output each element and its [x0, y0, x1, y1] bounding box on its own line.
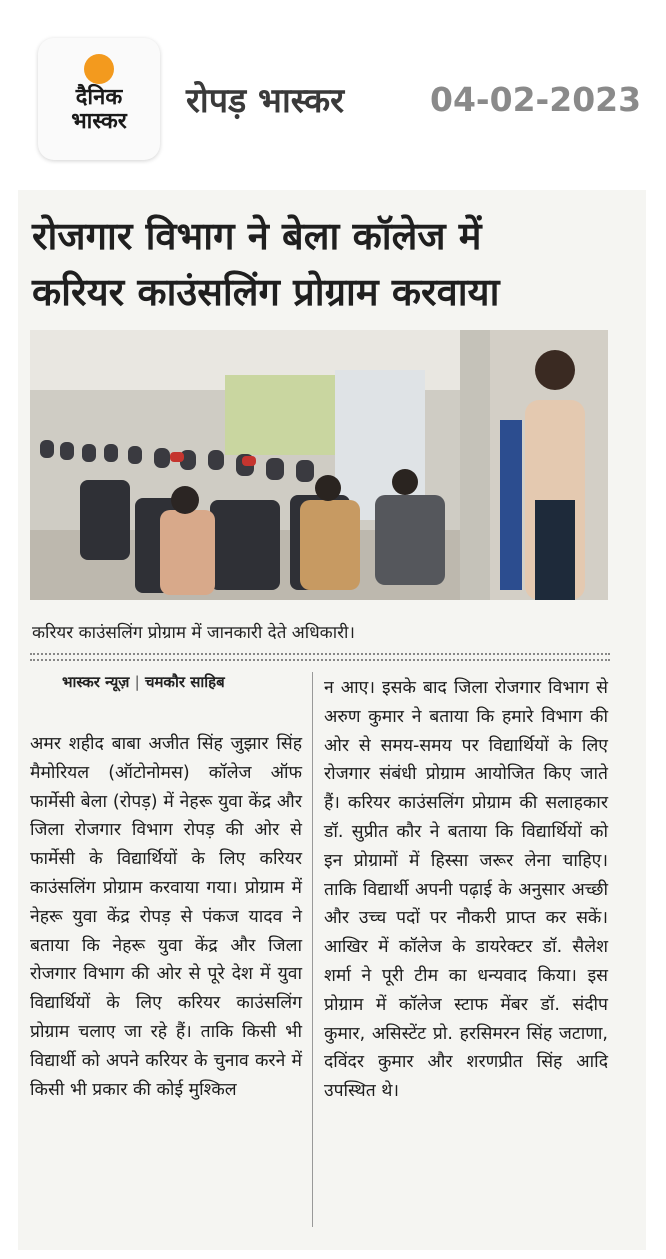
byline-source: भास्कर न्यूज़	[62, 673, 130, 691]
byline-place: चमकौर साहिब	[144, 673, 225, 691]
dotted-divider	[30, 653, 610, 655]
column-divider	[312, 672, 313, 1227]
byline	[62, 672, 302, 692]
sun-icon	[84, 54, 114, 84]
dotted-divider-2	[30, 659, 610, 661]
event-photo	[30, 330, 608, 600]
article-right-column: न आए। इसके बाद जिला रोजगार विभाग से अरुण कुमार ने बताया कि हमारे विभाग की ओर से समय-समय पर विद्यार्थियों के लिए रोजगार संबंधी प्रोग्राम आयोजित किए जाते हैं। करियर काउंसलिंग प्रोग्राम की सलाहकार डॉ. सुप्रीत कौर ने बताया कि विद्यार्थियों को इन प्रोग्रामों में हिस्सा जरूर लेना चाहिए। ताकि विद्यार्थी अपनी पढ़ाई के अनुसार अच्छी और उच्च पदों पर नौकरी प्राप्त कर सकें। आखिर में कॉलेज के डायरेक्टर डॉ. सैलेश शर्मा ने पूरी टीम का धन्यवाद किया। इस प्रोग्राम में कॉलेज स्टाफ मेंबर डॉ. संदीप कुमार, असिस्टेंट प्रो. हरसिमरन सिंह जटाणा, दविंदर कुमार और शरणप्रीत सिंह आदि उपस्थित थे।	[324, 678, 608, 1102]
news-clipping	[18, 190, 646, 1250]
byline-separator: |	[134, 673, 140, 691]
headline-line2: करियर काउंसलिंग प्रोग्राम करवाया	[32, 270, 500, 314]
publish-date: 04-02-2023	[430, 80, 642, 119]
paper-name: रोपड़ भास्कर	[186, 81, 345, 121]
logo-text-line2: भास्कर	[71, 109, 127, 134]
dainik-bhaskar-logo	[38, 38, 160, 160]
article-left-column: अमर शहीद बाबा अजीत सिंह जुझार सिंह मैमोरियल (ऑटोनोमस) कॉलेज ऑफ फार्मेसी बेला (रोपड़) में नेहरू युवा केंद्र और जिला रोजगार विभाग रोपड़ की ओर से फार्मेसी के विद्यार्थियों के लिए करियर काउंसलिंग प्रोग्राम करवाया गया। प्रोग्राम में नेहरू युवा केंद्र रोपड़ से पंकज यादव ने बताया कि नेहरू युवा केंद्र और जिला रोजगार विभाग की ओर से पूरे देश में युवा विद्यार्थियों के लिए करियर काउंसलिंग प्रोग्राम चलाए जा रहे हैं। ताकि किसी भी विद्यार्थी को अपने करियर के चुनाव करने में किसी भी प्रकार की कोई मुश्किल	[30, 734, 302, 1100]
logo-text	[38, 86, 160, 134]
event-photo-drawing	[30, 330, 608, 600]
photo-caption: करियर काउंसलिंग प्रोग्राम में जानकारी देते अधिकारी।	[32, 623, 355, 643]
logo-text-line1: दैनिक	[75, 85, 123, 110]
headline	[32, 208, 632, 320]
headline-line1: रोजगार विभाग ने बेला कॉलेज में	[32, 214, 482, 258]
app-header	[0, 0, 666, 180]
